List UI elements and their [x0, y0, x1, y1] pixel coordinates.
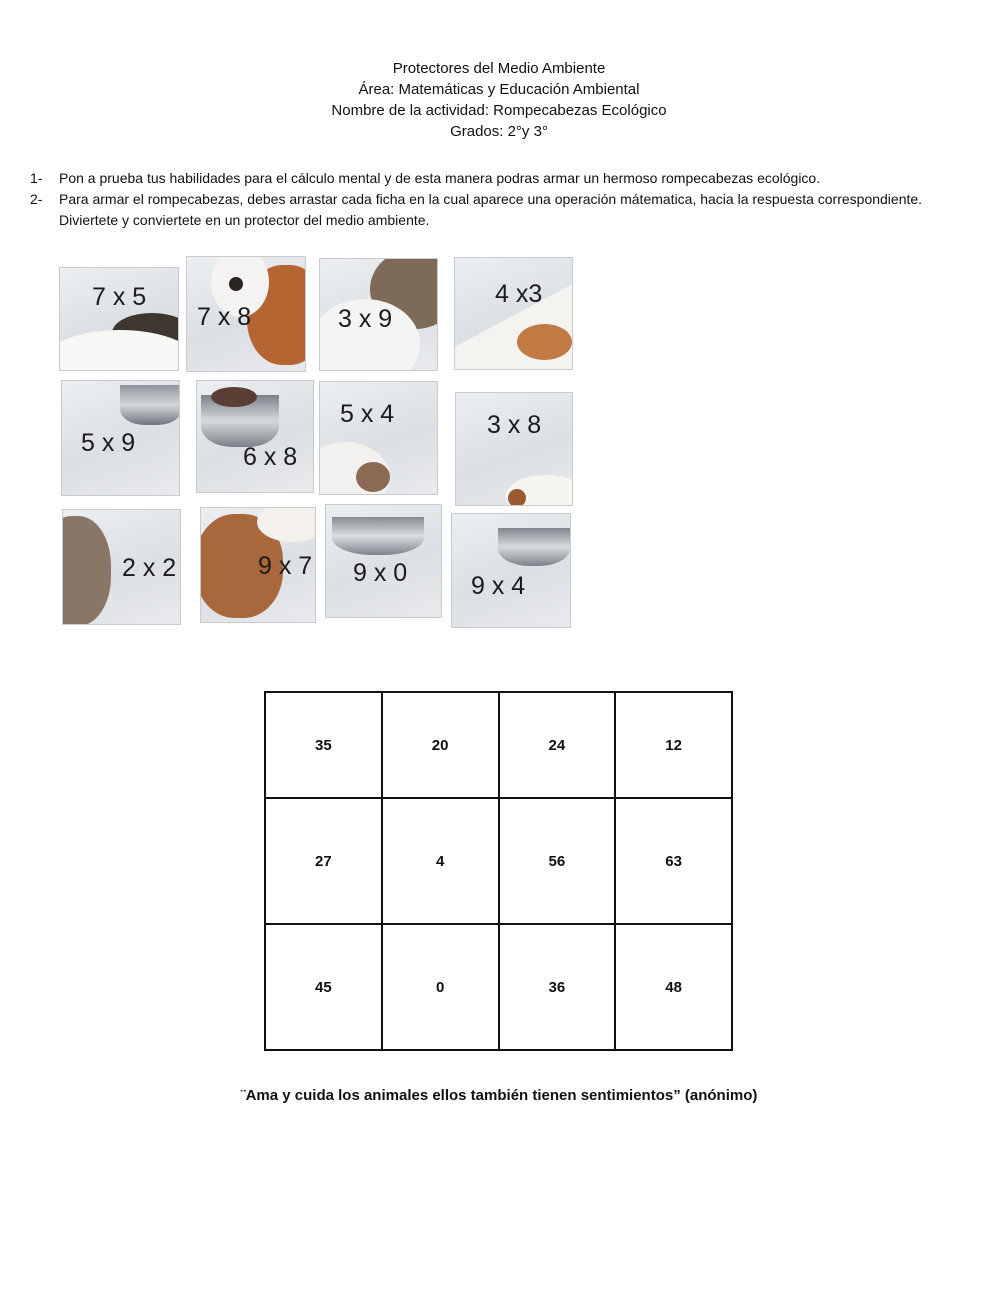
cat-white-body	[60, 330, 178, 370]
puzzle-tile-7x8[interactable]	[187, 257, 305, 371]
answer-cell[interactable]: 45	[265, 924, 382, 1050]
answer-cell[interactable]: 48	[615, 924, 732, 1050]
header-title: Protectores del Medio Ambiente	[392, 60, 606, 77]
answer-cell[interactable]: 36	[499, 924, 616, 1050]
puzzle-tile-5x4[interactable]	[320, 382, 437, 494]
answer-cell[interactable]: 12	[615, 692, 732, 798]
tile-label: 6 x 8	[243, 443, 298, 471]
answer-cell[interactable]: 56	[499, 798, 616, 924]
tile-label: 3 x 8	[487, 411, 542, 439]
instructions	[30, 168, 960, 231]
puzzle-tile-6x8[interactable]	[197, 381, 313, 492]
instruction-2: 2- Para armar el rompecabezas, debes arrastar cada ficha en la cual aparece una operación mátematica, hacia la respuesta correspondiente. Diviertete y conviertete en un protector del medio ambiente.	[30, 191, 923, 228]
cat-paw-brown	[356, 462, 390, 492]
answer-cell[interactable]: 27	[265, 798, 382, 924]
answer-cell[interactable]: 24	[499, 692, 616, 798]
tile-label: 3 x 9	[338, 305, 393, 333]
puzzle-tile-4x3[interactable]	[455, 258, 572, 369]
bowl-icon	[498, 528, 570, 566]
tile-label: 7 x 8	[197, 303, 252, 331]
bowl-icon	[332, 517, 424, 555]
answer-cell[interactable]: 63	[615, 798, 732, 924]
header-grades: Grados: 2°y 3°	[450, 123, 548, 140]
header-activity: Nombre de la actividad: Rompecabezas Ecológico	[331, 102, 667, 119]
tile-label: 7 x 5	[92, 283, 147, 311]
answer-cell[interactable]: 20	[382, 692, 499, 798]
tile-label: 9 x 7	[258, 552, 313, 580]
tile-label: 5 x 4	[340, 400, 395, 428]
dog-nose	[229, 277, 243, 291]
tile-label: 9 x 0	[353, 559, 408, 587]
answer-cell[interactable]: 0	[382, 924, 499, 1050]
bowl-icon	[120, 385, 179, 425]
header-area: Área: Matemáticas y Educación Ambiental	[358, 81, 640, 98]
worksheet-header	[0, 58, 998, 142]
cat-head-tabby	[63, 516, 111, 624]
dog-brown-ear	[508, 489, 526, 505]
closing-quote: ¨Ama y cuida los animales ellos también tienen sentimientos” (anónimo)	[240, 1087, 758, 1104]
food-in-bowl	[211, 387, 257, 407]
tile-label: 2 x 2	[122, 554, 177, 582]
puzzle-tile-9x0[interactable]	[326, 505, 441, 617]
instruction-1: 1- Pon a prueba tus habilidades para el cálculo mental y de esta manera podras armar un hermoso rompecabezas ecológico.	[30, 170, 821, 186]
tile-label: 9 x 4	[471, 572, 526, 600]
answer-grid	[264, 691, 733, 1051]
puzzle-tile-9x7[interactable]	[201, 508, 315, 622]
puzzle-tile-7x5[interactable]	[60, 268, 178, 370]
answer-cell[interactable]: 35	[265, 692, 382, 798]
tile-label: 4 x3	[495, 280, 543, 308]
puzzle-tile-9x4[interactable]	[452, 514, 570, 627]
answer-cell[interactable]: 4	[382, 798, 499, 924]
puzzle-tile-3x9[interactable]	[320, 259, 437, 370]
dog-brown-patch	[517, 324, 572, 360]
puzzle-tile-2x2[interactable]	[63, 510, 180, 624]
puzzle-tile-5x9[interactable]	[62, 381, 179, 495]
puzzle-tile-3x8[interactable]	[456, 393, 572, 505]
tile-label: 5 x 9	[81, 429, 136, 457]
